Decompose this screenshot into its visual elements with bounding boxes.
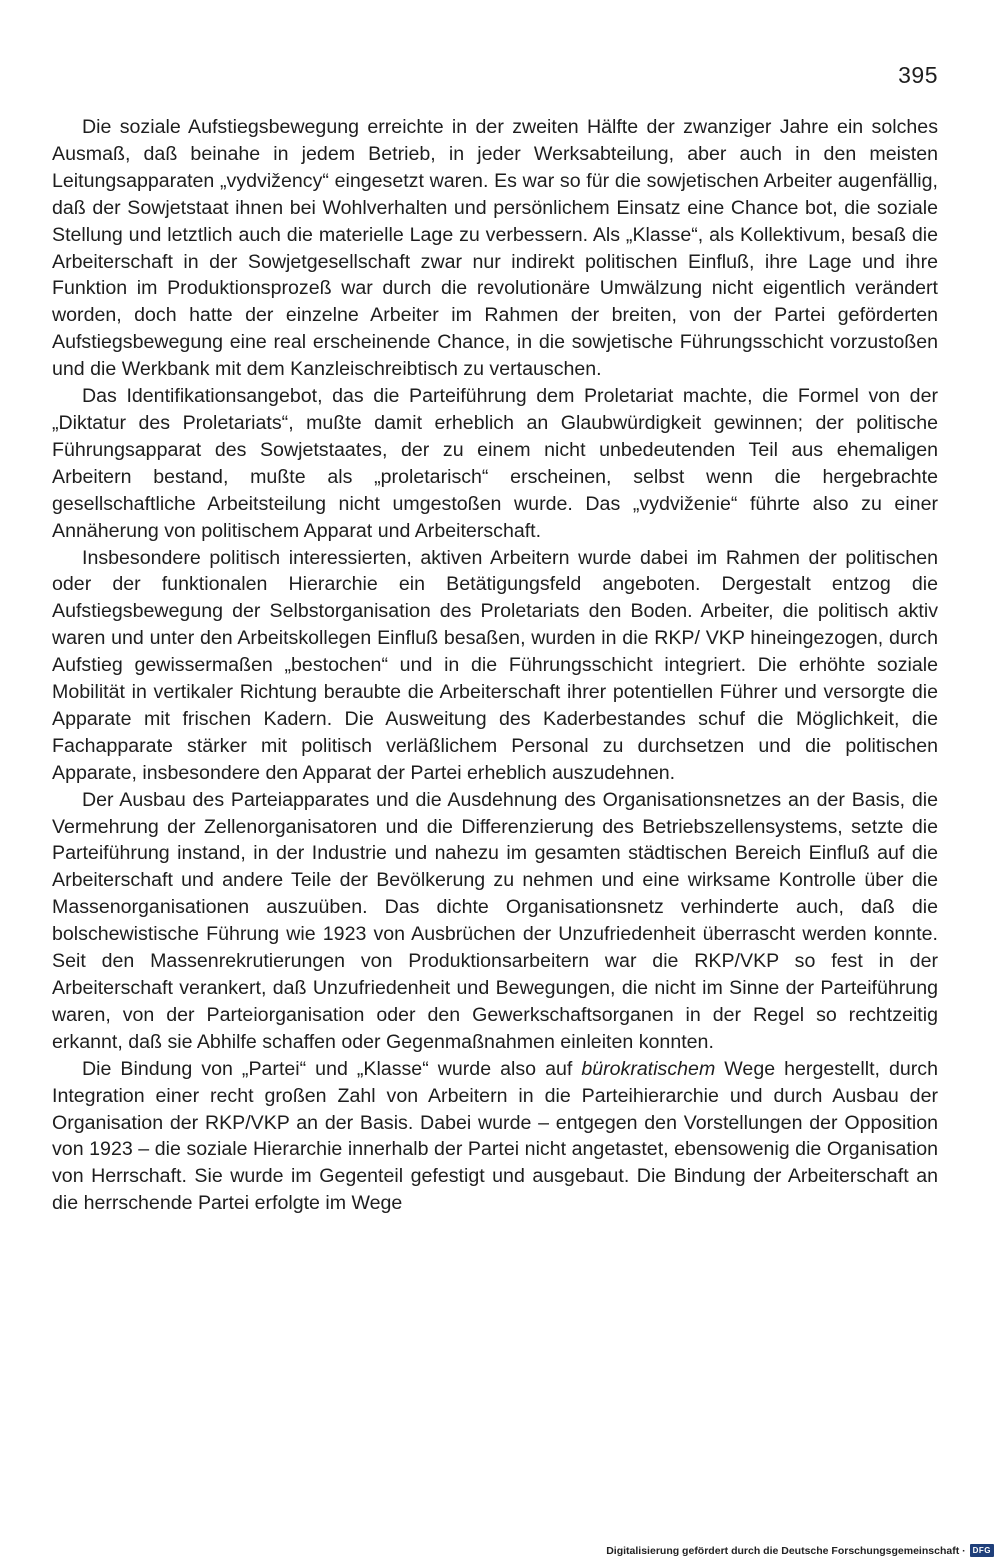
paragraph-1: Die soziale Aufstiegsbewegung erreichte in der zweiten Hälfte der zwanziger Jahre ein solches Ausmaß, daß beinahe in jedem Betrieb, in jeder Werksabteilung, aber auch in den meisten Leitungsapparaten „vydvižency“ eingesetzt waren. Es war so für die sowjetischen Arbeiter augenfällig, daß der Sowjetstaat ihnen bei Wohlverhalten und persönlichem Einsatz eine Chance bot, die soziale Stellung und letztlich auch die materielle Lage zu verbessern. Als „Klasse“, als Kollektivum, besaß die Arbeiterschaft in der Sowjetgesellschaft zwar nur indirekt politischen Einfluß, ihre Lage und ihre Funktion im Produktionsprozeß war durch die revolutionäre Umwälzung nicht eigentlich verändert worden, doch hatte der einzelne Arbeiter im Rahmen der breiten, von der Partei geförderten Aufstiegsbewegung eine real erscheinende Chance, in die sowjetische Führungsschicht vorzustoßen und die Werkbank mit dem Kanzleischreibtisch zu vertauschen. (52, 116, 938, 381)
body-text (52, 114, 938, 1217)
digitization-credit (606, 1544, 994, 1557)
paragraph-4: Der Ausbau des Parteiapparates und die Ausdehnung des Organisationsnetzes an der Basis, die Vermehrung der Zellenorganisatoren und die Differenzierung des Betriebszellensystems, setzte die Parteiführung instand, in der Industrie und nahezu im gesamten städtischen Bereich Einfluß auf die Arbeiterschaft und andere Teile der Bevölkerung zu nehmen und eine wirksame Kontrolle über die Massenorganisationen auszuüben. Das dichte Organisationsnetz verhinderte auch, daß die bolschewistische Führung wie 1923 von Ausbrüchen der Unzufriedenheit überrascht werden konnte. Seit den Massenrekrutierungen von Produktionsarbeitern war die RKP/VKP so fest in der Arbeiterschaft verankert, daß Unzufriedenheit und Bewegungen, die nicht im Sinne der Parteiführung waren, von der Parteiorganisation oder den Gewerkschaftsorganen in der Regel so rechtzeitig erkannt, daß sie Abhilfe schaffen oder Gegenmaßnahmen einleiten konnten. (52, 788, 938, 1053)
paragraph-2: Das Identifikationsangebot, das die Parteiführung dem Proletariat machte, die Formel von der „Diktatur des Proletariats“, mußte damit erheblich an Glaubwürdigkeit gewinnen; der politische Führungsapparat des Sowjetstaates, der zu einem nicht unbedeutenden Teil aus ehemaligen Arbeitern bestand, mußte als „proletarisch“ erscheinen, selbst wenn die hergebrachte gesellschaftliche Arbeitsteilung nicht umgestoßen wurde. Das „vydviženie“ führte also zu einer Annäherung von politischem Apparat und Arbeiterschaft. (52, 385, 938, 542)
emphasized-term: bürokratischem (581, 1057, 716, 1080)
paragraph-5 (52, 1056, 938, 1217)
dfg-logo-icon: DFG (970, 1544, 994, 1557)
credit-text: Digitalisierung gefördert durch die Deutsche Forschungsgemeinschaft · (606, 1544, 966, 1557)
paragraph-5-start: Die Bindung von „Partei“ und „Klasse“ wurde also auf (82, 1057, 582, 1080)
page-number: 395 (898, 62, 938, 88)
paragraph-5-end: Wege hergestellt, durch Integration einer recht großen Zahl von Arbeitern in die Parteihierarchie und durch Ausbau der Organisation der RKP/VKP an der Basis. Dabei wurde – entgegen den Vorstellungen der Opposition von 1923 – die soziale Hierarchie innerhalb der Partei nicht angetastet, ebensowenig die Organisation von Herrschaft. Sie wurde im Gegenteil gefestigt und ausgebaut. Die Bindung der Arbeiterschaft an die herrschende Partei erfolgte im Wege (52, 1057, 938, 1215)
paragraph-3: Insbesondere politisch interessierten, aktiven Arbeitern wurde dabei im Rahmen der politischen oder der funktionalen Hierarchie ein Betätigungsfeld angeboten. Dergestalt entzog die Aufstiegsbewegung der Selbstorganisation des Proletariats den Boden. Arbeiter, die politisch aktiv waren und unter den Arbeitskollegen Einfluß besaßen, wurden in die RKP/ VKP hineingezogen, durch Aufstieg gewissermaßen „bestochen“ und in die Führungsschicht integriert. Die erhöhte soziale Mobilität in vertikaler Richtung beraubte die Arbeiterschaft ihrer potentiellen Führer und versorgte die Apparate mit frischen Kadern. Die Ausweitung des Kaderbestandes schuf die Möglichkeit, die Fachapparate stärker mit politisch verläßlichem Personal zu durchsetzen und die politischen Apparate, insbesondere den Apparat der Partei erheblich auszudehnen. (52, 546, 938, 784)
